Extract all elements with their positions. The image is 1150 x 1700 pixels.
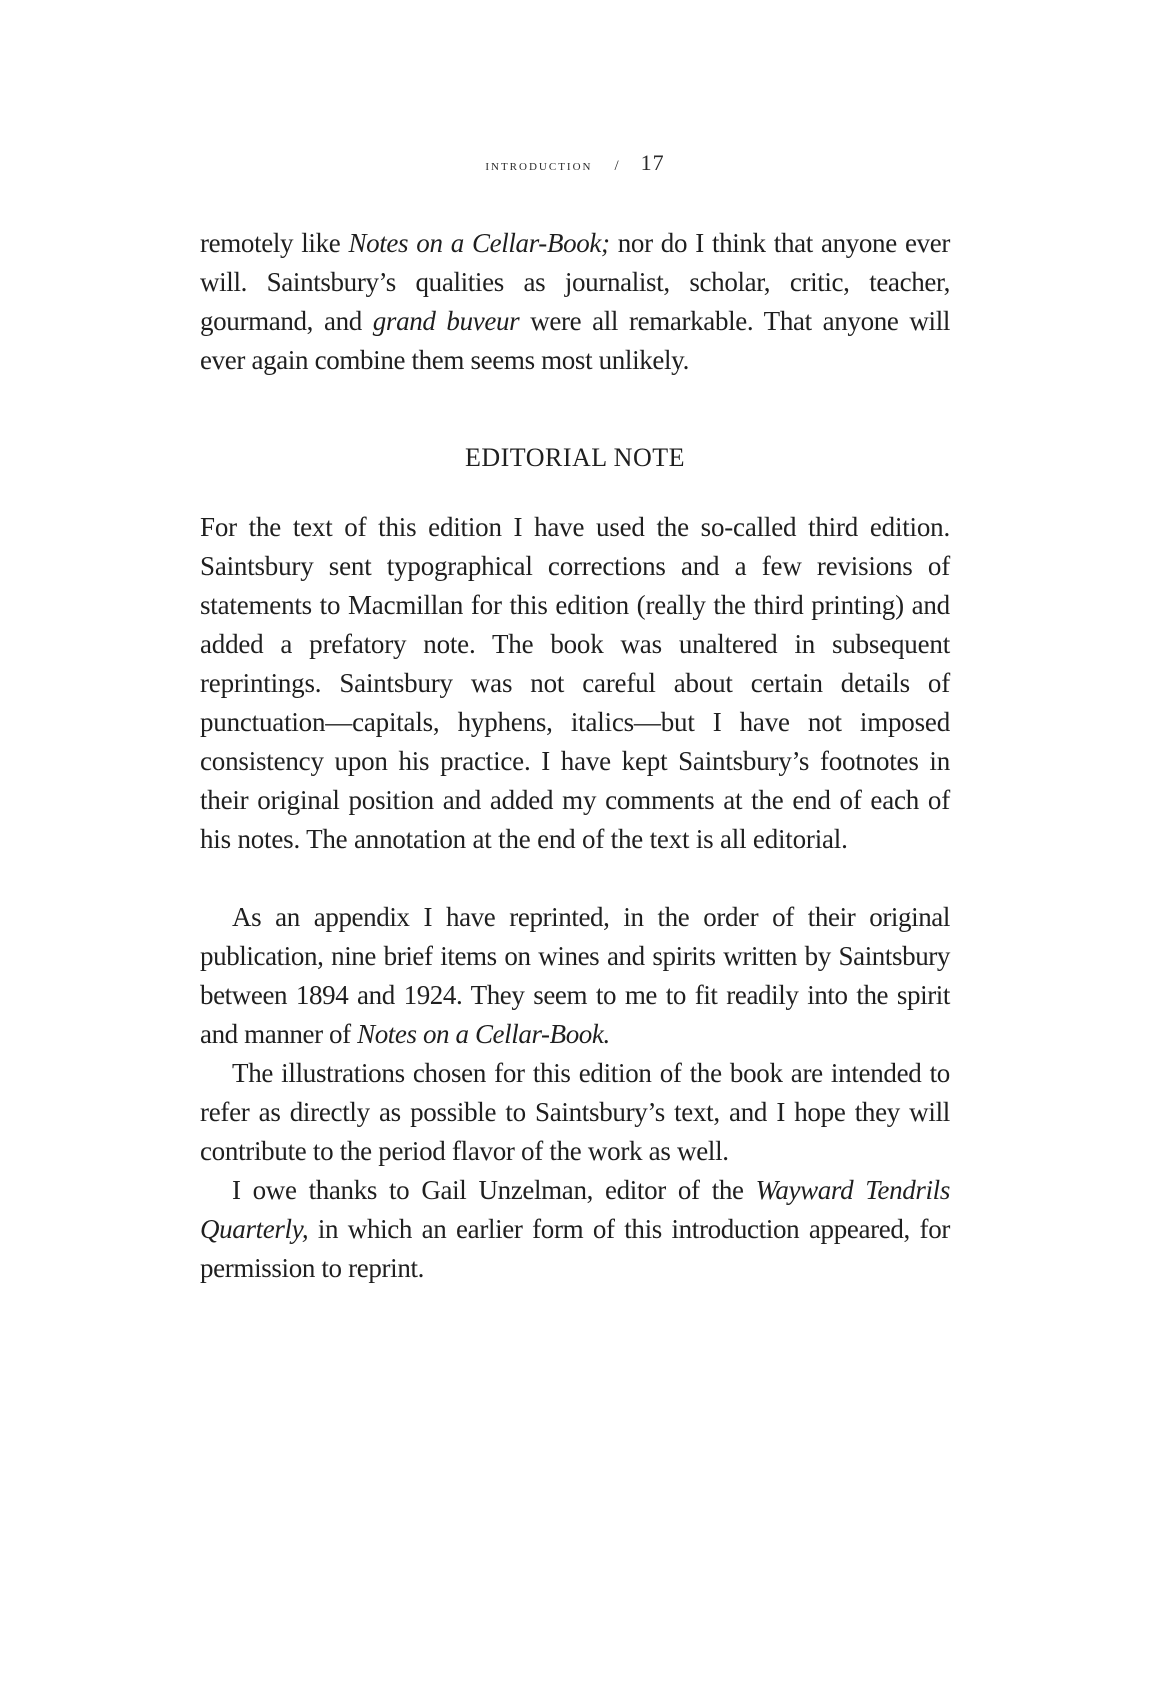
italic-text: Wayward Tendrils Quarterly, — [200, 1175, 950, 1244]
text-segment: nor do I think that anyone ever will. Saintsbury’s qualities as journalist, scholar, critic, teacher, gourmand, and — [200, 228, 950, 336]
paragraph — [200, 508, 950, 859]
italic-text: grand buveur — [372, 306, 520, 336]
section-heading: EDITORIAL NOTE — [464, 443, 685, 472]
running-head — [200, 150, 950, 179]
text-segment: The illustrations chosen for this edition of the book are intended to refer as directly as possible to Saintsbury’s text, and I hope they will contribute to the period flavor of the work as well. — [200, 1058, 950, 1166]
paragraph — [200, 1171, 950, 1288]
paragraph — [200, 898, 950, 1054]
text-segment: As an appendix I have reprinted, in the order of their original publication, nine brief items on wines and spirits written by Saintsbury between 1894 and 1924. They seem to me to fit readily into the spirit and manner of — [200, 902, 950, 1049]
running-head-separator: / — [614, 158, 619, 174]
italic-text: Notes on a Cellar-Book. — [357, 1019, 610, 1049]
text-segment: remotely like — [200, 228, 349, 258]
page-number: 17 — [640, 150, 665, 175]
italic-text: Notes on a Cellar-Book; — [348, 228, 610, 258]
continued-paragraph — [200, 224, 950, 380]
paragraph — [200, 1054, 950, 1171]
text-segment: in which an earlier form of this introduction appeared, for permission to reprint. — [200, 1214, 950, 1283]
text-segment: For the text of this edition I have used the so-called third edition. Saintsbury sent typographical corrections and a few revisions of statements to Macmillan for this edition (really the third printing) and added a prefatory note. The book was unaltered in subsequent reprintings. Saintsbury was not careful about certain details of punctuation—capitals, hyphens, italics—but I have not imposed consistency upon his practice. I have kept Saintsbury’s footnotes in their original position and added my comments at the end of each of his notes. The annotation at the end of the text is all editorial. — [200, 512, 950, 854]
running-head-section: introduction — [485, 158, 593, 174]
text-segment: were all remarkable. That anyone will ever again combine them seems most unlikely. — [200, 306, 950, 375]
text-segment: I owe thanks to Gail Unzelman, editor of the — [232, 1175, 756, 1205]
